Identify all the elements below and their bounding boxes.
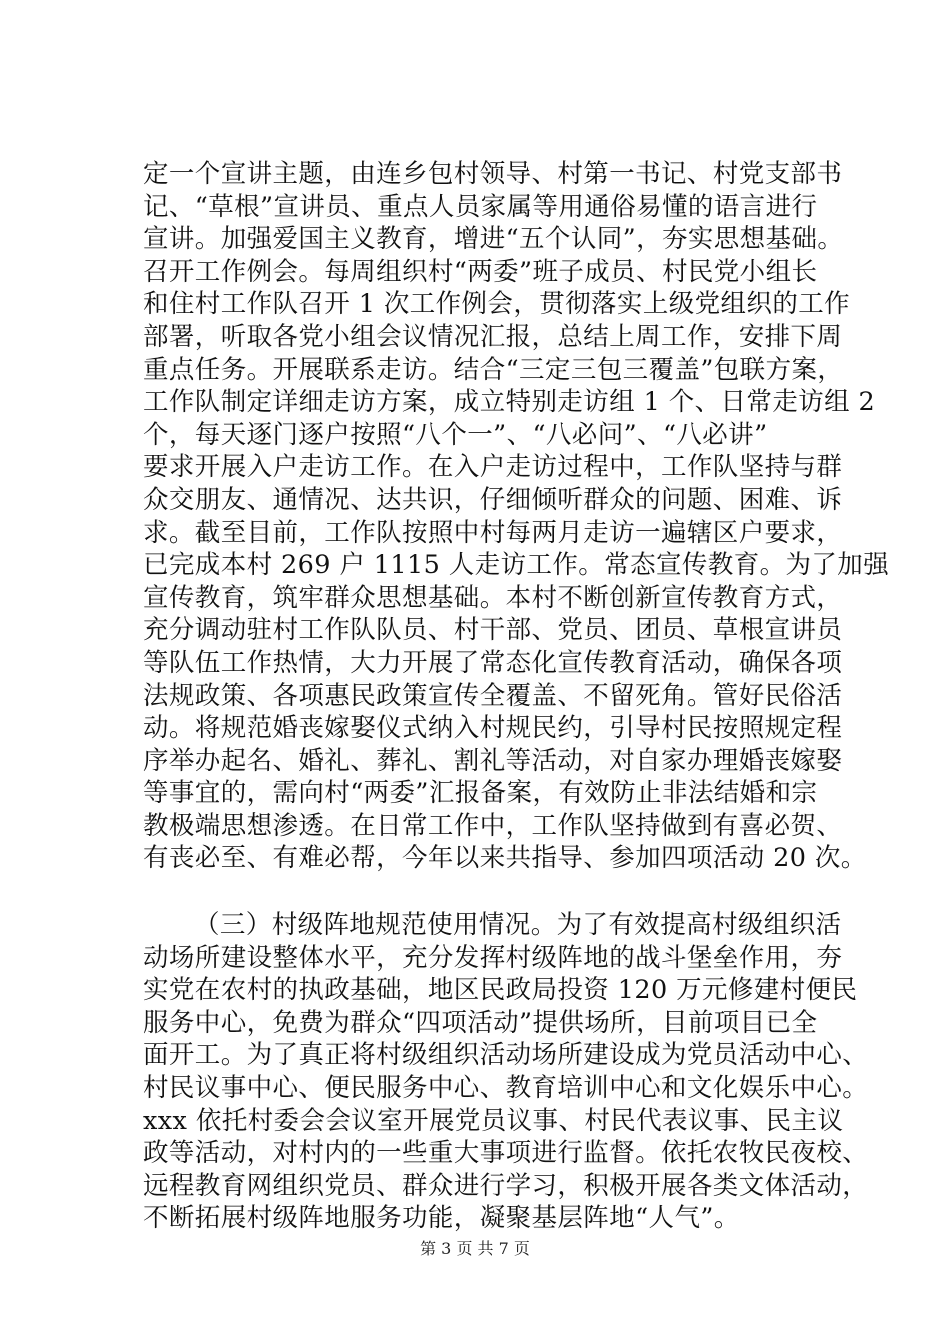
paragraph-line: 已完成本村 269 户 1115 人走访工作。常态宣传教育。为了加强 (143, 550, 890, 581)
paragraph-line: 众交朋友、通情况、达共识，仔细倾听群众的问题、困难、诉 (143, 484, 843, 515)
paragraph-line: 宣讲。加强爱国主义教育，增进“五个认同”，夯实思想基础。 (143, 224, 844, 255)
paragraph-line: 定一个宣讲主题，由连乡包村领导、村第一书记、村党支部书 (143, 159, 843, 189)
paragraph-line: 动。将规范婚丧嫁娶仪式纳入村规民约，引导村民按照规定程 (143, 713, 843, 744)
paragraph-line: 服务中心，免费为群众“四项活动”提供场所，目前项目已全 (143, 1007, 818, 1038)
paragraph-line: 工作队制定详细走访方案，成立特别走访组 1 个、日常走访组 2 (143, 387, 876, 418)
paragraph-line: 不断拓展村级阵地服务功能，凝聚基层阵地“人气”。 (143, 1203, 740, 1234)
paragraph-line: 重点任务。开展联系走访。结合“三定三包三覆盖”包联方案， (143, 354, 844, 385)
paragraph-first-line: （三）村级阵地规范使用情况。为了有效提高村级组织活 (194, 910, 842, 941)
paragraph-line: 远程教育网组织党员、群众进行学习，积极开展各类文体活动， (143, 1170, 869, 1201)
page-number-footer: 第 3 页 共 7 页 (420, 1239, 530, 1258)
paragraph-line: 教极端思想渗透。在日常工作中，工作队坚持做到有喜必贺、 (143, 810, 843, 841)
paragraph-spacer (143, 875, 853, 909)
paragraph-line: 等队伍工作热情，大力开展了常态化宣传教育活动，确保各项 (143, 647, 843, 678)
paragraph-line: 部署，听取各党小组会议情况汇报，总结上周工作，安排下周 (143, 321, 843, 352)
paragraph-line: 动场所建设整体水平，充分发挥村级阵地的战斗堡垒作用，夯 (143, 942, 843, 973)
paragraph-line: 充分调动驻村工作队队员、村干部、党员、团员、草根宣讲员 (143, 615, 843, 646)
paragraph-line: 政等活动，对村内的一些重大事项进行监督。依托农牧民夜校、 (143, 1138, 869, 1169)
paragraph-line: 要求开展入户走访工作。在入户走访过程中，工作队坚持与群 (143, 452, 843, 483)
paragraph-line: 记、“草根”宣讲员、重点人员家属等用通俗易懂的语言进行 (143, 191, 818, 222)
paragraph-line: 召开工作例会。每周组织村“两委”班子成员、村民党小组长 (143, 256, 818, 287)
paragraph-line: 和住村工作队召开 1 次工作例会，贯彻落实上级党组织的工作 (143, 289, 851, 320)
paragraph-line: 个，每天逐门逐户按照“八个一”、“八必问”、“八必讲” (143, 419, 768, 450)
paragraph-line: 求。截至目前，工作队按照中村每两月走访一遍辖区户要求， (143, 517, 843, 548)
document-body (143, 158, 890, 1235)
paragraph-line: 宣传教育，筑牢群众思想基础。本村不断创新宣传教育方式， (143, 582, 843, 613)
paragraph-line: 有丧必至、有难必帮，今年以来共指导、参加四项活动 20 次。 (143, 843, 867, 874)
paragraph-line: 序举办起名、婚礼、葬礼、割礼等活动，对自家办理婚丧嫁娶 (143, 745, 843, 776)
paragraph-line: 村民议事中心、便民服务中心、教育培训中心和文化娱乐中心。 (143, 1073, 869, 1104)
paragraph-line: xxx 依托村委会会议室开展党员议事、村民代表议事、民主议 (143, 1105, 844, 1136)
paragraph-line: 等事宜的，需向村“两委”汇报备案，有效防止非法结婚和宗 (143, 778, 818, 809)
paragraph-2 (143, 909, 869, 1235)
paragraph-line: 实党在农村的执政基础，地区民政局投资 120 万元修建村便民 (143, 975, 858, 1006)
paragraph-line: 面开工。为了真正将村级组织活动场所建设成为党员活动中心、 (143, 1040, 869, 1071)
paragraph-1 (143, 158, 890, 875)
paragraph-line: 法规政策、各项惠民政策宣传全覆盖、不留死角。管好民俗活 (143, 680, 843, 711)
